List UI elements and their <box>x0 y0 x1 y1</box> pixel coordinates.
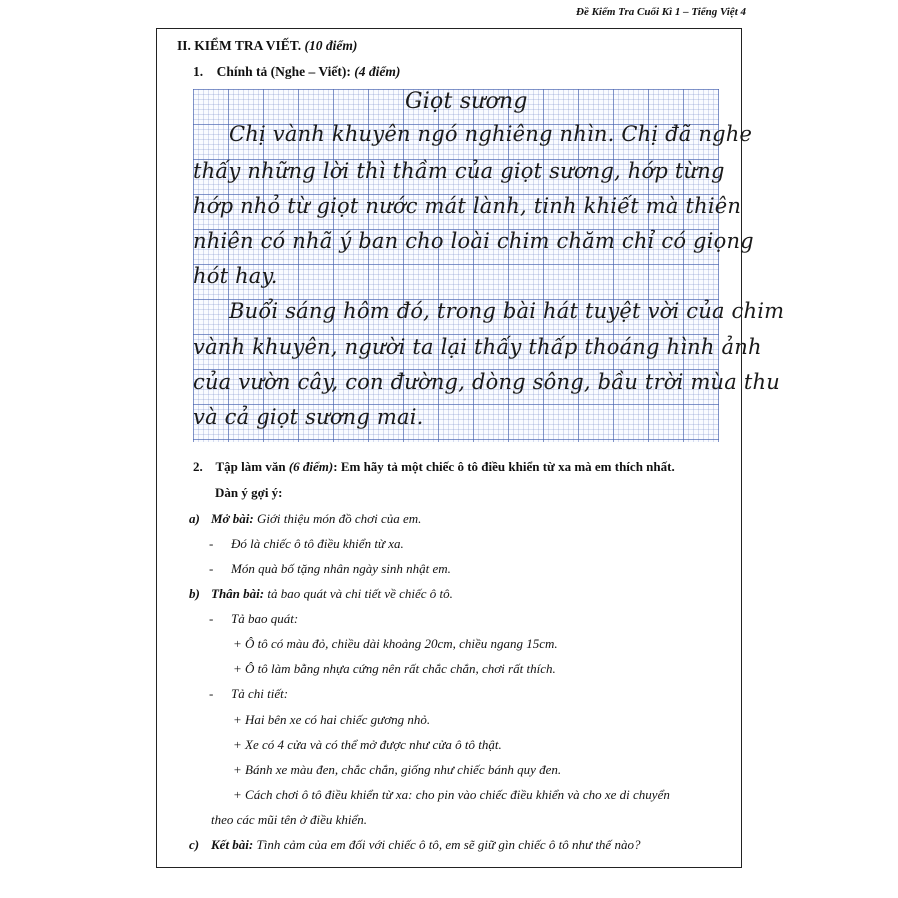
list-item <box>209 536 404 552</box>
handwriting-line: vành khuyên, người ta lại thấy thấp thoáng hình ảnh <box>193 335 762 359</box>
outline-c-label: c) <box>189 837 200 852</box>
list-item: + Hai bên xe có hai chiếc gương nhỏ. <box>233 712 431 727</box>
outline-a-text: Giới thiệu món đồ chơi của em. <box>253 511 422 526</box>
handwriting-title: Giọt sương <box>405 89 528 114</box>
list-item: + Cách chơi ô tô điều khiển từ xa: cho pin vào chiếc điều khiển và cho xe di chuyển <box>233 787 670 802</box>
outline-b-text: tả bao quát và chi tiết về chiếc ô tô. <box>264 586 453 601</box>
list-item: theo các mũi tên ở điều khiển. <box>211 812 368 827</box>
handwriting-line: của vườn cây, con đường, dòng sông, bầu trời mùa thu <box>193 370 780 394</box>
handwriting-line: nhiên có nhã ý ban cho loài chim chăm chỉ có giọng <box>193 229 754 253</box>
part2-prompt: : Em hãy tả một chiếc ô tô điều khiển từ xa mà em thích nhất. <box>333 459 675 474</box>
handwriting-line: thấy những lời thì thầm của giọt sương, hớp từng <box>193 159 725 183</box>
handwriting-grid <box>193 89 785 442</box>
part2-title <box>193 459 675 475</box>
outline-a-label: a) <box>189 511 200 526</box>
section-title-text: II. KIỂM TRA VIẾT. <box>177 38 302 53</box>
outline-b-label: b) <box>189 586 200 601</box>
handwriting-line: Chị vành khuyên ngó nghiêng nhìn. Chị đã nghe <box>229 122 753 146</box>
list-item-text: Đó là chiếc ô tô điều khiển từ xa. <box>231 536 404 551</box>
outline-title: Dàn ý gợi ý: <box>215 485 283 500</box>
handwriting-line: Buổi sáng hôm đó, trong bài hát tuyệt vời của chim <box>229 299 785 323</box>
list-item: + Xe có 4 cửa và có thể mở được như cửa ô tô thật. <box>233 737 502 752</box>
dash-marker: - <box>209 561 214 576</box>
part2-title-text: Tập làm văn <box>215 459 286 474</box>
outline-c-text: Tình cảm của em đối với chiếc ô tô, em sẽ giữ gìn chiếc ô tô như thế nào? <box>253 837 641 852</box>
dash-marker: - <box>209 536 214 551</box>
outline-c-heading: Kết bài: <box>211 837 254 852</box>
outline-b-heading: Thân bài: <box>211 586 265 601</box>
list-item-text: Tả bao quát: <box>231 611 299 626</box>
exam-page <box>156 28 785 868</box>
handwriting-line: hớp nhỏ từ giọt nước mát lành, tinh khiết mà thiên <box>193 194 742 218</box>
list-item <box>209 561 451 577</box>
list-item-text: Tả chi tiết: <box>231 686 289 701</box>
dash-marker: - <box>209 686 214 701</box>
part2-points: (6 điểm) <box>288 459 334 474</box>
dash-marker: - <box>209 611 214 626</box>
part1-number: 1. <box>193 64 204 79</box>
outline-a-heading: Mở bài: <box>211 511 254 526</box>
handwriting-line: và cả giọt sương mai. <box>193 405 424 429</box>
section-points: (10 điểm) <box>304 38 358 53</box>
part1-title-text: Chính tả (Nghe – Viết): <box>216 64 351 79</box>
part2-number: 2. <box>193 459 203 474</box>
outline-c <box>189 837 640 853</box>
list-item <box>209 611 298 627</box>
section-title <box>177 38 357 54</box>
part1-points: (4 điểm) <box>354 64 401 79</box>
outline-a <box>189 511 421 527</box>
page-header: Đề Kiểm Tra Cuối Kì 1 – Tiếng Việt 4 <box>576 6 746 18</box>
list-item: + Ô tô làm bằng nhựa cứng nên rất chắc chắn, chơi rất thích. <box>233 661 556 676</box>
list-item-text: Món quà bố tặng nhân ngày sinh nhật em. <box>231 561 451 576</box>
list-item: + Ô tô có màu đỏ, chiều dài khoảng 20cm, chiều ngang 15cm. <box>233 636 558 651</box>
list-item <box>209 686 288 702</box>
part1-title <box>193 64 400 80</box>
handwriting-line: hót hay. <box>193 264 278 288</box>
outline-b <box>189 586 453 602</box>
list-item: + Bánh xe màu đen, chắc chắn, giống như chiếc bánh quy đen. <box>233 762 562 777</box>
